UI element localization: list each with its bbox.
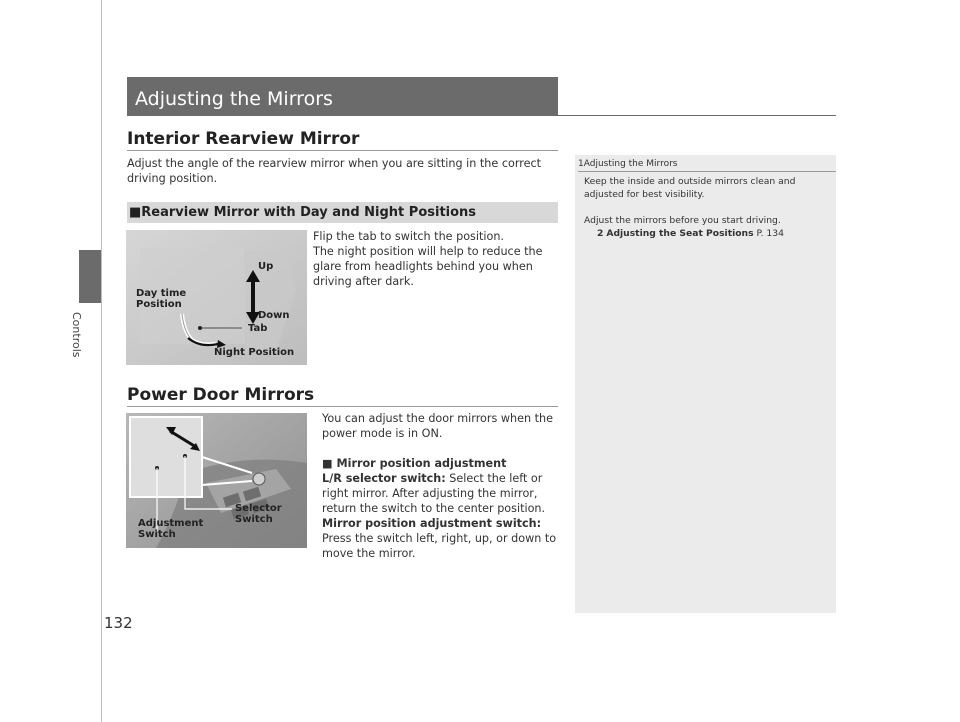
page-number: 132 — [104, 614, 133, 632]
rearview-line-1: Flip the tab to switch the position. — [313, 230, 504, 243]
label-selector-switch — [235, 503, 282, 525]
reference-arrow-icon: 2 — [597, 228, 604, 239]
interior-heading: Interior Rearview Mirror — [127, 129, 360, 149]
reference-title[interactable]: Adjusting the Seat Positions — [606, 228, 754, 239]
note-line-1: Keep the inside and outside mirrors clean and — [584, 176, 796, 187]
adjustment-text: Press the switch left, right, up, or down to move the mirror. — [322, 532, 557, 560]
note-heading-rule — [578, 171, 836, 172]
lr-selector-paragraph — [322, 471, 558, 516]
label-tab: Tab — [248, 323, 268, 334]
square-marker-icon: ■ — [129, 205, 142, 220]
label-day-time-position — [136, 288, 186, 310]
banner-rule — [127, 115, 836, 116]
lr-selector-label: L/R selector switch: — [322, 472, 446, 485]
spacer — [322, 441, 558, 456]
label-adjustment-line-2: Switch — [138, 529, 176, 540]
mirror-position-subheading-text: Mirror position adjustment — [336, 457, 507, 470]
rearview-description — [313, 229, 558, 289]
label-selector-line-1: Selector — [235, 503, 282, 514]
label-adjustment-line-1: Adjustment — [138, 518, 204, 529]
note-heading-text: Adjusting the Mirrors — [583, 159, 678, 169]
chapter-label: Controls — [70, 312, 83, 358]
margin-rule — [101, 0, 102, 722]
power-heading: Power Door Mirrors — [127, 385, 315, 405]
note-line-2: adjusted for best visibility. — [584, 189, 705, 200]
chapter-tab — [79, 250, 101, 303]
power-description — [322, 411, 558, 561]
adjustment-label: Mirror position adjustment switch: — [322, 517, 542, 530]
label-adjustment-switch — [138, 518, 203, 540]
mirror-position-subheading — [322, 456, 558, 471]
label-up: Up — [258, 261, 274, 272]
label-night-position: Night Position — [214, 347, 295, 358]
power-heading-rule — [127, 406, 558, 407]
label-down: Down — [258, 310, 290, 321]
note-heading — [578, 159, 677, 169]
label-day-time-line-1: Day time — [136, 288, 187, 299]
rearview-subheading-text: Rearview Mirror with Day and Night Positions — [141, 205, 477, 220]
rearview-line-2: The night position will help to reduce the glare from headlights behind you when driving after dark. — [313, 245, 543, 288]
label-selector-line-2: Switch — [235, 514, 273, 525]
square-marker-icon: ■ — [322, 457, 333, 470]
label-day-time-line-2: Position — [136, 299, 182, 310]
lr-selector-text: Select the left or right mirror. After adjusting the mirror, return the switch to the center position. — [322, 472, 546, 515]
interior-heading-rule — [127, 150, 558, 151]
note-line-3: Adjust the mirrors before you start driving. — [584, 215, 781, 226]
note-marker-icon: 1 — [578, 159, 584, 169]
power-intro: You can adjust the door mirrors when the power mode is in ON. — [322, 412, 554, 440]
note-reference[interactable] — [597, 227, 784, 240]
section-title: Adjusting the Mirrors — [135, 88, 333, 110]
interior-intro: Adjust the angle of the rearview mirror when you are sitting in the correct driving position. — [127, 157, 542, 185]
adjustment-paragraph — [322, 516, 558, 561]
reference-page: P. 134 — [753, 228, 784, 239]
rearview-subheading — [129, 205, 476, 220]
